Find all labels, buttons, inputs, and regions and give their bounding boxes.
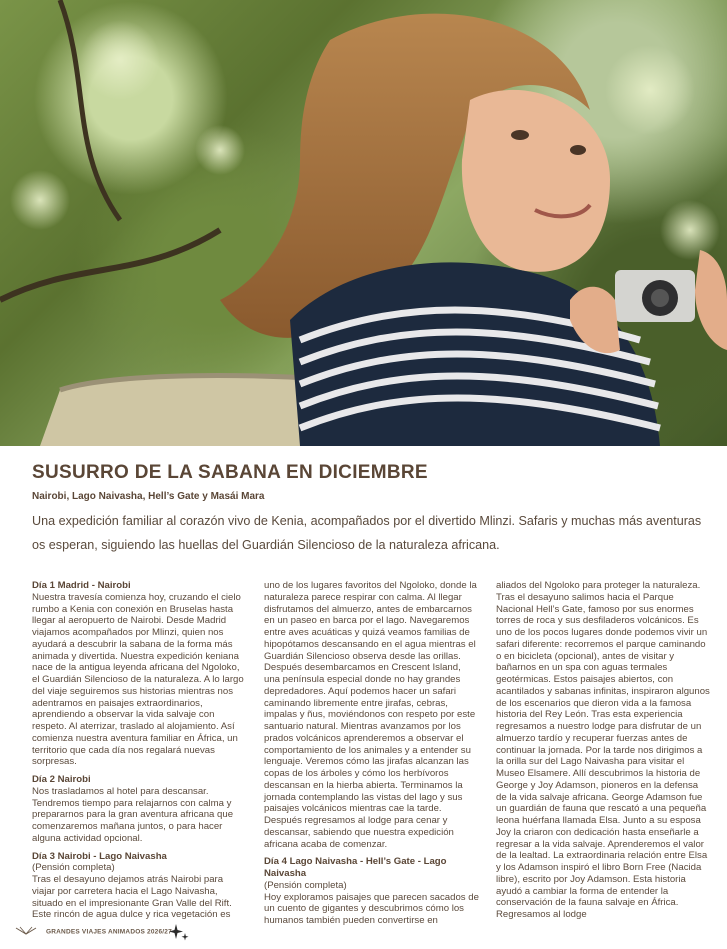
itinerary-column-1 (32, 580, 247, 927)
day-3-section (32, 851, 247, 922)
day-3-title: Día 3 Nairobi - Lago Naivasha (32, 850, 167, 862)
day-2-text: Nos trasladamos al hotel para descansar. Tendremos tiempo para relajarnos con calma y prepararnos para la gran aventura africana que comenzaremos mañana juntos, o para hacer alguna actividad opcional. (32, 785, 234, 844)
day-1-text: Nuestra travesía comienza hoy, cruzando el cielo rumbo a Kenia con conexión en Bruselas hasta llegar al aeropuerto de Nairobi. Desde Madrid viajamos acompañados por Mlinzi, quien nos ayudará a descubrir la sabana de la forma más animada y divertida. Nuestra expedición keniana nace de la antigua leyenda africana del Ngoloko, el Guardián Silencioso de la naturaleza. A lo largo del viaje seguiremos sus historias mientras nos adentramos en paisajes extraordinarios, aprendiendo a observar la vida salvaje con respeto. Al aterrizar, traslado al alojamiento. Así comienza nuestra aventura familiar en África, un territorio que cada día nos regalará nuevas sorpresas. (32, 591, 244, 768)
day-1-title: Día 1 Madrid - Nairobi (32, 580, 131, 591)
day-2-section (32, 774, 247, 845)
itinerary-column-3 (496, 580, 711, 927)
footer-publication: GRANDES VIAJES ANIMADOS 2026/27 (46, 928, 172, 936)
sparkle-stars-icon (168, 922, 190, 949)
day-4-section (264, 856, 479, 927)
fan-logo-icon (14, 926, 38, 938)
day-4-continued: aliados del Ngoloko para proteger la naturaleza. Tras el desayuno salimos hacia el Parque Nacional Hell’s Gate, famoso por sus enormes torres de roca y sus desfiladeros volcánicos. Es uno de los pocos lugares donde podemos vivir un safari diferente: recorremos el parque caminando o en bicicleta (opcional), antes de visitar y bañarnos en un spa con aguas termales geotérmicas. Estos paisajes abiertos, con acantilados y sabanas infinitas, inspiraron algunos de los escenarios que dieron vida a la famosa historia del Rey León. Tras esta experiencia regresamos a nuestro lodge para disfrutar de un almuerzo tardío y recuperar fuerzas antes de continuar la jornada. Por la tarde nos dirigimos a la orilla sur del Lago Naivasha para visitar el Museo Elsamere. Allí descubrimos la historia de George y Joy Adamson, pioneros en la defensa de la vida salvaje africana. George Adamson fue un guardián de fauna que rescató a una pequeña leona huérfana llamada Elsa. Junto a su esposa Joy la criaron con dedicación hasta enseñarle a regresar a la vida salvaje. Aprenderemos el valor de la lealtad. La extraordinaria relación entre Elsa y los Adamson inspiró el libro Born Free (Nacida libre), escrito por Joy Adamson. Esta historia ayudó a cambiar la forma de entender la conservación de la fauna salvaje en África. Regresamos al lodge (496, 580, 710, 920)
hero-illustration (0, 0, 727, 446)
day-3-meal: (Pensión completa) (32, 862, 115, 874)
hero-photo (0, 0, 727, 446)
day-4-meal: (Pensión completa) (264, 879, 347, 891)
day-3-text: Tras el desayuno dejamos atrás Nairobi para viajar por carretera hacia el Lago Naivasha, situado en el impresionante Gran Valle del Rift. Este rincón de agua dulce y rica vegetación es (32, 874, 232, 921)
day-4-title: Día 4 Lago Naivasha - Hell’s Gate - Lago Naivasha (264, 856, 447, 879)
page-title: SUSURRO DE LA SABANA EN DICIEMBRE (32, 462, 428, 483)
route-subtitle: Nairobi, Lago Naivasha, Hell’s Gate y Masái Mara (32, 491, 265, 502)
footer (14, 926, 172, 938)
intro-paragraph: Una expedición familiar al corazón vivo de Kenia, acompañados por el divertido Mlinzi. Safaris y muchas más aventuras os esperan, siguiendo las huellas del Guardián Silencioso de la naturaleza africana. (32, 514, 702, 552)
itinerary-column-2 (264, 580, 479, 933)
day-1-section (32, 580, 247, 768)
day-3-continued: uno de los lugares favoritos del Ngoloko, donde la naturaleza parece respirar con calma. Al llegar disfrutamos del almuerzo, antes de embarcarnos en un paseo en barca por el lago. Navegaremos entre aves acuáticas y quizá veamos familias de hipopótamos descansando en el agua mientras el Guardián Silencioso observa desde las orillas. Después desembarcamos en Crescent Island, una península especial donde no hay grandes depredadores. Aquí podemos hacer un safari caminando libremente entre jirafas, cebras, impalas y ñus, moviéndonos con respeto por este santuario natural. Mientras avanzamos por los prados volcánicos aprenderemos a observar el comportamiento de los animales y a entender su lenguaje. Veremos cómo las jirafas alcanzan las copas de los árboles y cómo los herbívoros descansan en la hierba abierta. Terminamos la jornada contemplando las vistas del lago y sus paisajes volcánicos mientras cae la tarde. Después regresamos al lodge para cenar y descansar, sabiendo que nuestra expedición africana acaba de comenzar. (264, 580, 477, 850)
day-4-text: Hoy exploramos paisajes que parecen sacados de un cuento de gigantes y descubrimos cómo los humanos también pueden convertirse en (264, 891, 479, 926)
day-2-title: Día 2 Nairobi (32, 774, 91, 785)
